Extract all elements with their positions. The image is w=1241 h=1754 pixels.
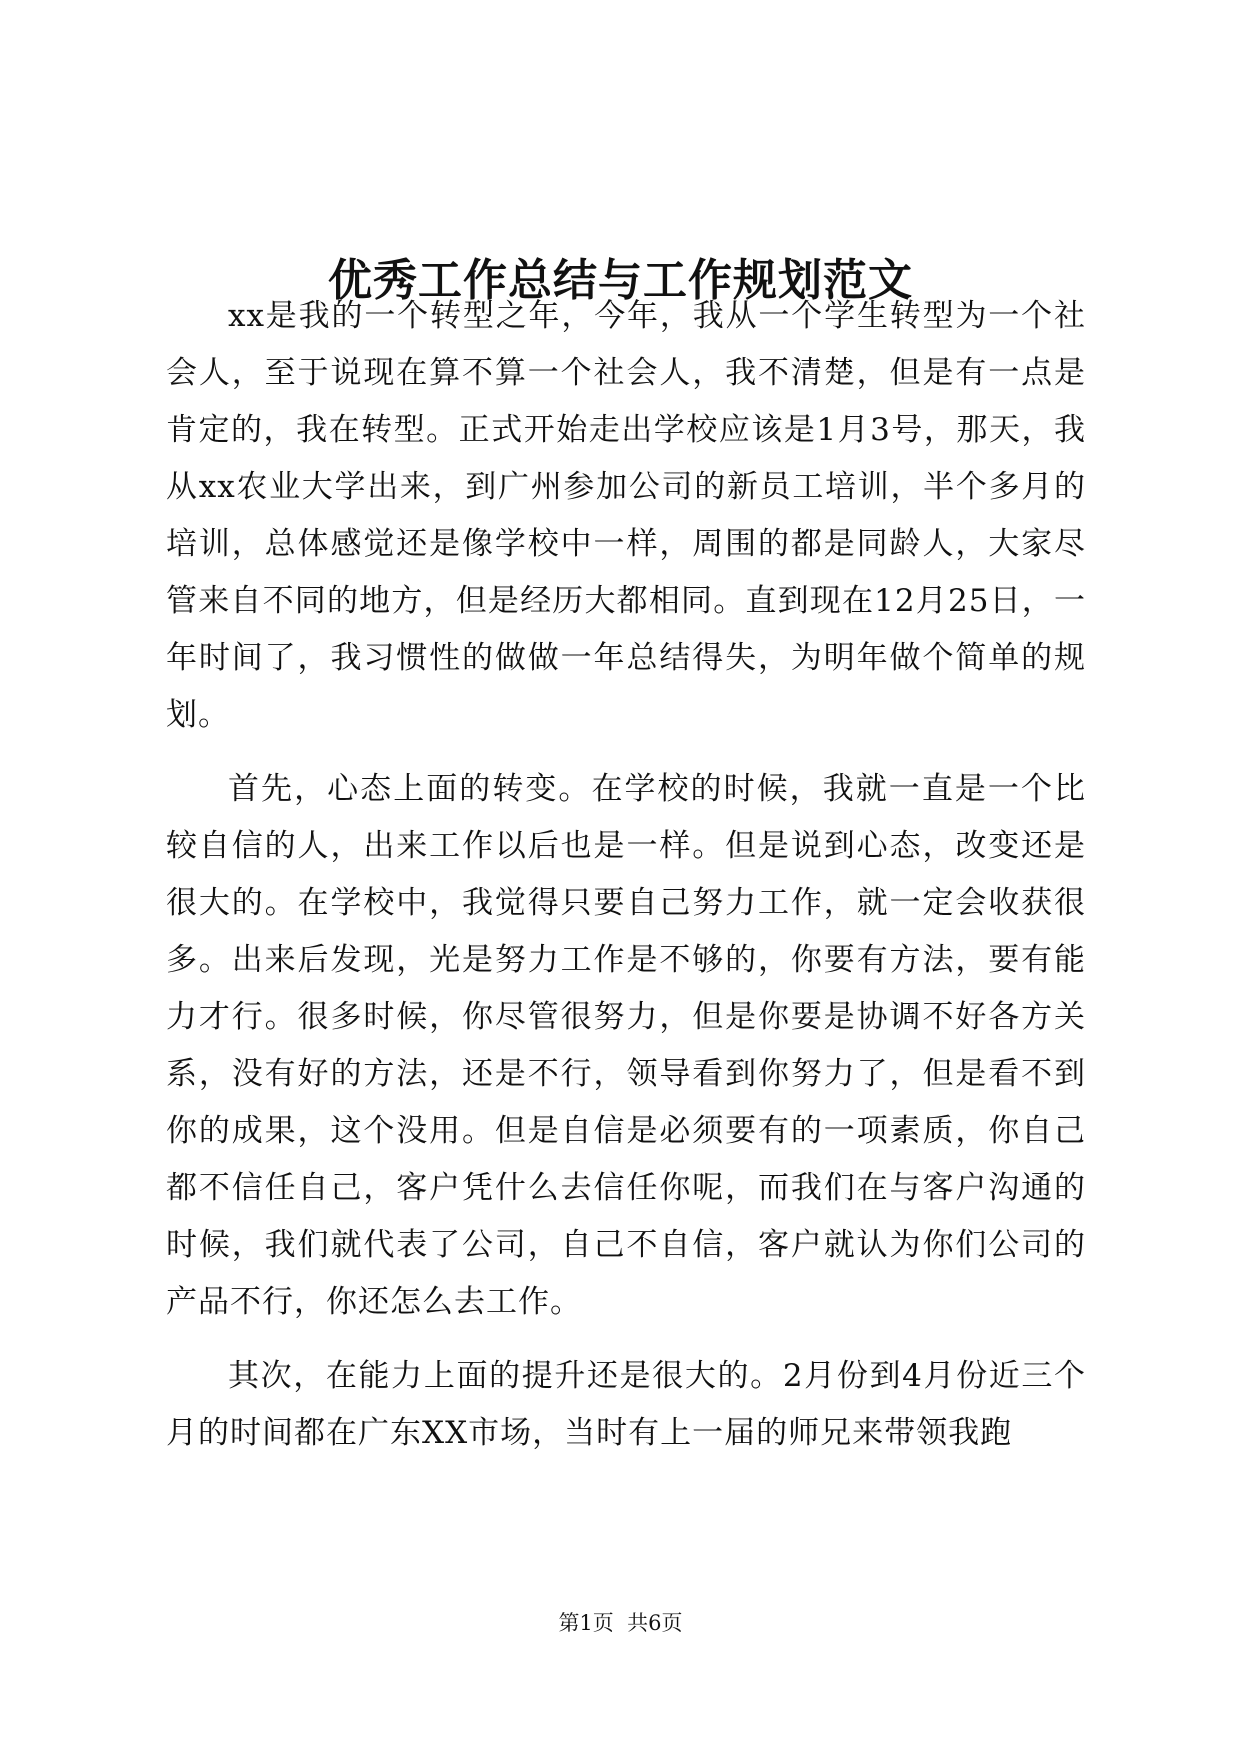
paragraph-1: xx是我的一个转型之年，今年，我从一个学生转型为一个社会人，至于说现在算不算一个社会人，我不清楚，但是有一点是肯定的，我在转型。正式开始走出学校应该是1月3号，那天，我从xx农业大学出来，到广州参加公司的新员工培训，半个多月的培训，总体感觉还是像学校中一样，周围的都是同龄人，大家尽管来自不同的地方，但是经历大都相同。直到现在12月25日，一年时间了，我习惯性的做做一年总结得失，为明年做个简单的规划。 (166, 298, 1086, 733)
document-body (166, 288, 1086, 1462)
page-total: 共6页 (627, 1611, 683, 1635)
page-footer (0, 1608, 1241, 1638)
paragraph-3: 其次，在能力上面的提升还是很大的。2月份到4月份近三个月的时间都在广东XX市场，当时有上一届的师兄来带领我跑 (166, 1358, 1086, 1451)
document-title: 优秀工作总结与工作规划范文 (328, 255, 913, 307)
paragraph-2: 首先，心态上面的转变。在学校的时候，我就一直是一个比较自信的人，出来工作以后也是一样。但是说到心态，改变还是很大的。在学校中，我觉得只要自己努力工作，就一定会收获很多。出来后发现，光是努力工作是不够的，你要有方法，要有能力才行。很多时候，你尽管很努力，但是你要是协调不好各方关系，没有好的方法，还是不行，领导看到你努力了，但是看不到你的成果，这个没用。但是自信是必须要有的一项素质，你自己都不信任自己，客户凭什么去信任你呢，而我们在与客户沟通的时候，我们就代表了公司，自己不自信，客户就认为你们公司的产品不行，你还怎么去工作。 (166, 771, 1086, 1320)
page-number: 第1页 (558, 1611, 614, 1635)
